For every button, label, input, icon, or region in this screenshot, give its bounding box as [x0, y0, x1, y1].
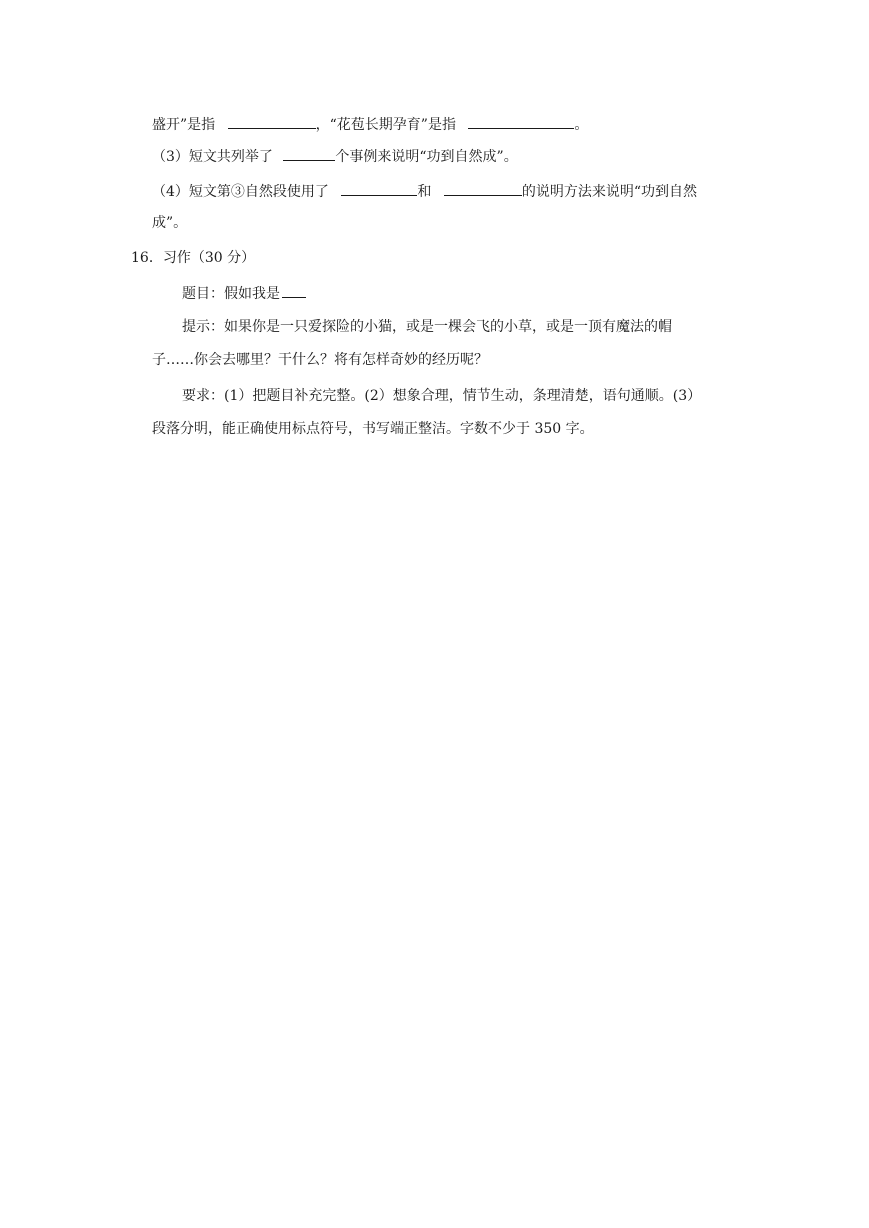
q16-hint-text-2: 子……你会去哪里？干什么？将有怎样奇妙的经历呢？ — [152, 352, 488, 368]
q15-sub4-text-a: （4）短文第③自然段使用了 — [152, 184, 329, 200]
q15-line1-text-b: ，“花苞长期孕育”是指 — [315, 117, 456, 133]
answer-blank-5[interactable] — [444, 181, 522, 196]
answer-blank-1[interactable] — [228, 114, 316, 129]
q16-heading — [131, 248, 255, 268]
q15-sub3-text-b: 个事例来说明“功到自然成”。 — [335, 149, 518, 165]
q15-line1-text-a: 盛开”是指 — [152, 117, 216, 133]
q16-hint-line1 — [182, 317, 672, 337]
q15-sub3-text-a: （3）短文共列举了 — [152, 149, 273, 165]
q16-req-text-1: 要求：(1）把题目补充完整。(2）想象合理，情节生动，条理清楚，语句通顺。(3） — [182, 388, 702, 404]
answer-blank-3[interactable] — [283, 146, 335, 161]
q15-sub4-continuation — [152, 213, 187, 233]
q16-hint-line2 — [152, 350, 488, 370]
q15-line1-text-c: 。 — [574, 117, 589, 133]
q16-req-line1 — [182, 386, 701, 406]
q16-req-line2 — [152, 419, 594, 439]
q16-heading-text: 16．习作（30 分） — [131, 250, 256, 266]
q15-sub4-text-c: 的说明方法来说明“功到自然 — [521, 184, 697, 200]
q15-line1 — [152, 114, 588, 134]
q16-req-text-2: 段落分明，能正确使用标点符号，书写端正整洁。字数不少于 350 字。 — [152, 421, 594, 437]
q15-sub3 — [152, 146, 518, 166]
answer-blank-4[interactable] — [341, 181, 417, 196]
q16-title — [182, 283, 306, 303]
answer-blank-2[interactable] — [468, 114, 574, 129]
q16-hint-text-1: 提示：如果你是一只爱探险的小猫，或是一棵会飞的小草，或是一顶有魔法的帽 — [182, 319, 672, 335]
q15-sub4 — [152, 181, 697, 201]
q16-title-text: 题目：假如我是 — [182, 286, 280, 302]
title-blank[interactable] — [282, 283, 306, 298]
q15-sub4-cont-text: 成”。 — [152, 215, 188, 231]
q15-sub4-text-b: 和 — [417, 184, 432, 200]
